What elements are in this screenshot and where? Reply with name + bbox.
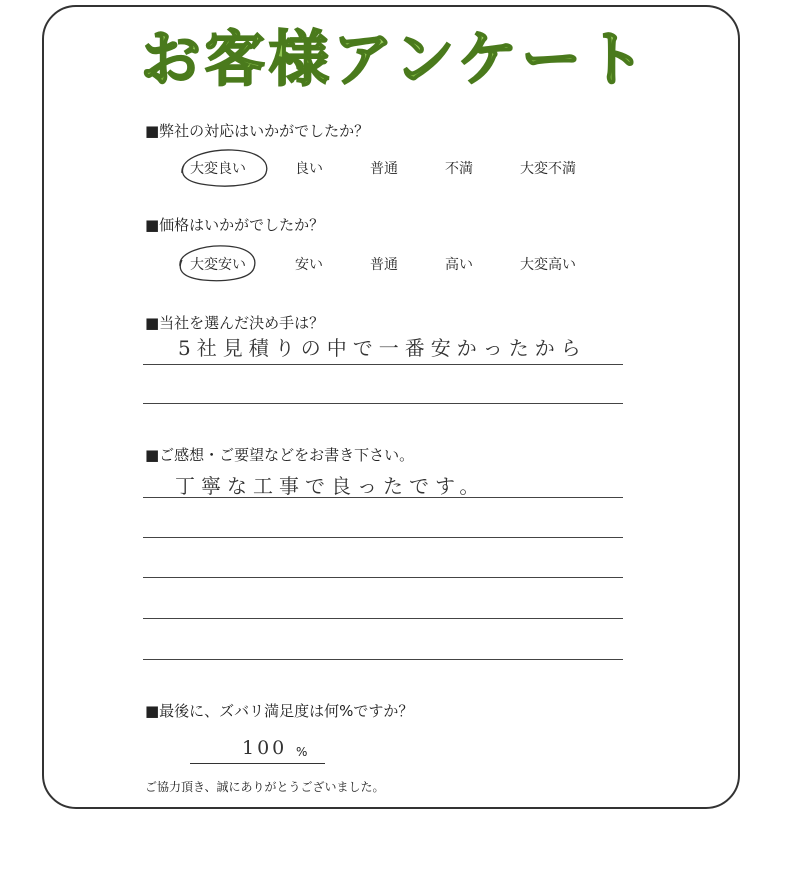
q2-option-5[interactable]: 大変高い [520,257,576,273]
q1-option-3[interactable]: 普通 [370,161,398,177]
q1-option-5[interactable]: 大変不満 [520,161,576,177]
question-satisfaction: ■最後に、ズバリ満足度は何%ですか？ [145,702,414,720]
q2-option-2[interactable]: 安い [295,257,323,273]
reason-line-1 [143,364,623,365]
satisfaction-line [190,763,325,764]
survey-title [0,18,800,98]
reason-line-2 [143,403,623,404]
percent-unit: % [296,745,308,759]
comments-line-5 [143,659,623,660]
question-price: ■価格はいかがでしたか？ [145,216,325,234]
thanks-message: ご協力頂き、誠にありがとうございました。 [145,780,385,794]
reason-answer: 5社見積りの中で一番安かったから [178,336,587,360]
question-comments: ■ご感想・ご要望などをお書き下さい。 [145,446,415,464]
comments-line-2 [143,537,623,538]
comments-line-1 [143,497,623,498]
question-service: ■弊社の対応はいかがでしたか？ [145,122,370,140]
q1-option-1[interactable]: 大変良い [190,161,246,177]
comments-line-4 [143,618,623,619]
satisfaction-answer: 100 [242,737,288,759]
q2-option-1[interactable]: 大変安い [190,257,246,273]
comments-line-3 [143,577,623,578]
q2-option-4[interactable]: 高い [445,257,473,273]
q2-option-3[interactable]: 普通 [370,257,398,273]
title-text: お客様アンケート [140,25,650,95]
question-reason: ■当社を選んだ決め手は？ [145,314,325,332]
q1-selected-circle [170,143,275,193]
q2-selected-circle [170,240,265,288]
q1-option-4[interactable]: 不満 [445,161,473,177]
q1-option-2[interactable]: 良い [295,161,323,177]
comments-answer: 丁寧な工事で良ったです。 [175,474,486,498]
